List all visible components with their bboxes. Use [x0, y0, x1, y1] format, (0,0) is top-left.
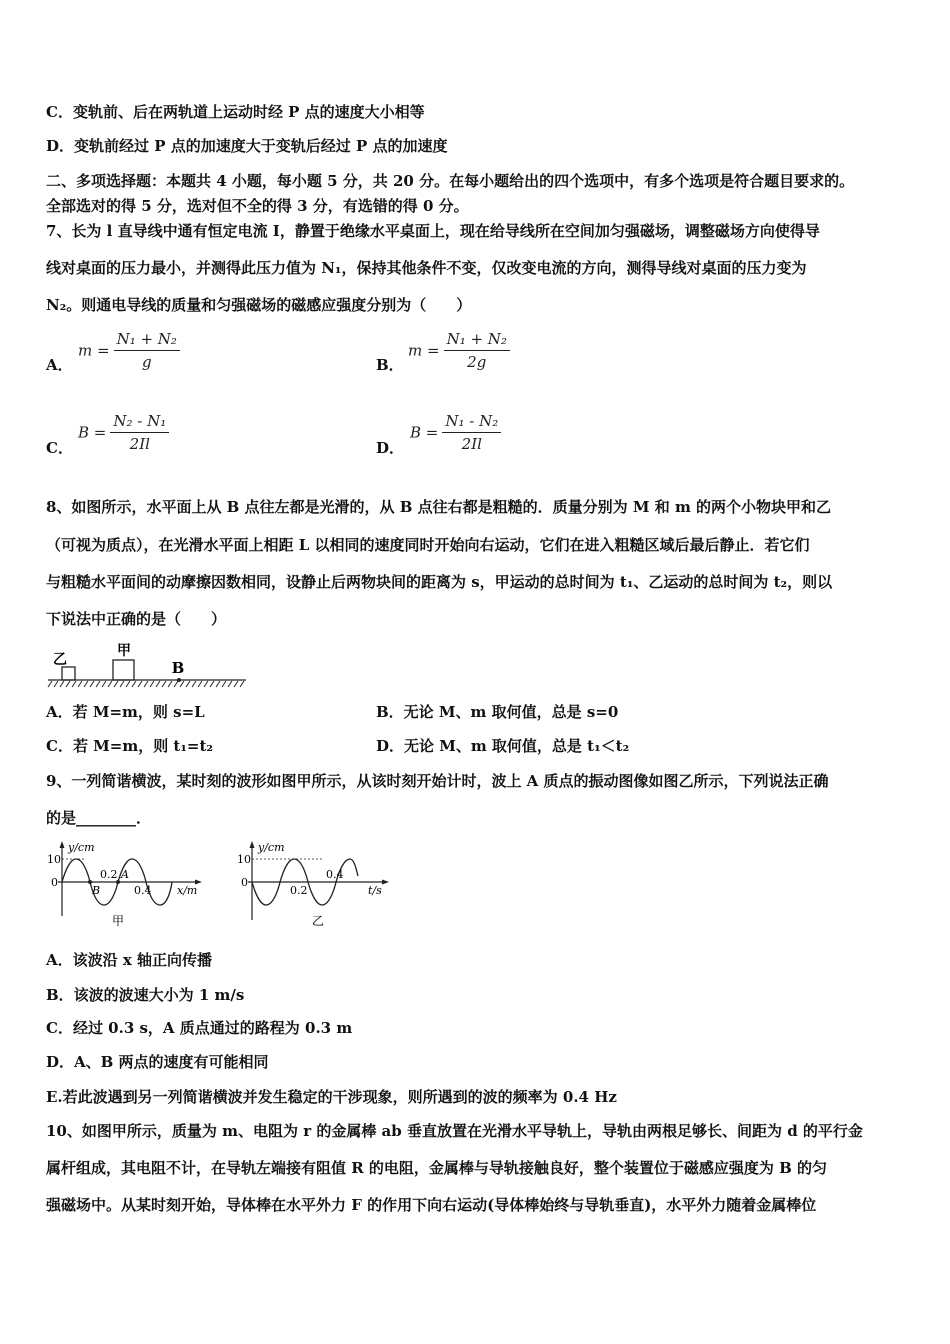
- caption-yi: 乙: [311, 914, 325, 928]
- q8-option-c: C．若 M=m，则 t₁=t₂: [46, 737, 213, 755]
- label-a: A: [121, 868, 129, 881]
- q7-option-c-formula: [78, 412, 169, 453]
- q8-stem-3: 与粗糙水平面间的动摩擦因数相同，设静止后两物块间的距离为 s，甲运动的总时间为 t₁、乙运动的总时间为 t₂，则以: [46, 573, 833, 591]
- numerator: N₁ + N₂: [114, 330, 180, 351]
- block-yi: [62, 667, 75, 680]
- denominator: 2Il: [461, 435, 482, 453]
- tick-0: 0: [51, 876, 58, 889]
- q7-option-d-formula: [410, 412, 501, 453]
- q9-option-c: C．经过 0.3 s，A 质点通过的路程为 0.3 m: [46, 1019, 353, 1037]
- q9-stem-2: 的是________．: [46, 809, 152, 827]
- caption-jia: 甲: [111, 914, 125, 928]
- q8-figure: [46, 640, 250, 690]
- q7-stem-3: N₂。则通电导线的质量和匀强磁场的磁感应强度分别为（ ）: [46, 296, 472, 314]
- y-axis-arrow: [60, 841, 65, 848]
- section-heading-cont: 全部选对的得 5 分，选对但不全的得 3 分，有选错的得 0 分。: [46, 197, 469, 215]
- q10-stem-2: 属杆组成，其电阻不计，在导轨左端接有阻值 R 的电阻，金属棒与导轨接触良好，整个装置位于磁感应强度为 B 的匀: [46, 1159, 828, 1177]
- q7-option-c-label: C．: [46, 439, 73, 457]
- label-yi: 乙: [53, 652, 67, 668]
- q9-option-b: B．该波的波速大小为 1 m/s: [46, 986, 245, 1004]
- option-c-prev: C．变轨前、后在两轨道上运动时经 P 点的速度大小相等: [46, 103, 425, 121]
- q8-option-b: B．无论 M、m 取何值，总是 s=0: [376, 703, 619, 721]
- denominator: 2Il: [129, 435, 150, 453]
- tick-10: 10: [47, 853, 61, 866]
- formula-lhs: B =: [78, 423, 107, 442]
- fraction: [442, 412, 501, 453]
- q8-option-d: D．无论 M、m 取何值，总是 t₁＜t₂: [376, 737, 630, 755]
- block-jia: [113, 660, 134, 680]
- t-label: t/s: [368, 884, 382, 897]
- q7-option-a-label: A．: [46, 356, 73, 374]
- numerator: N₁ + N₂: [444, 330, 510, 351]
- numerator: N₁ - N₂: [442, 412, 501, 433]
- t-axis-arrow: [382, 880, 389, 885]
- tick-10: 10: [237, 853, 251, 866]
- fraction: [444, 330, 510, 371]
- q9-figure-jia: [44, 838, 214, 930]
- q9-option-a: A．该波沿 x 轴正向传播: [46, 951, 213, 969]
- section-heading: 二、多项选择题：本题共 4 小题，每小题 5 分，共 20 分。在每小题给出的四个选项中，有多个选项是符合题目要求的。: [46, 172, 855, 190]
- q10-stem-3: 强磁场中。从某时刻开始，导体棒在水平外力 F 的作用下向右运动(导体棒始终与导轨垂直)，水平外力随着金属棒位: [46, 1196, 817, 1214]
- q7-option-d-label: D．: [376, 439, 405, 457]
- y-label: y/cm: [258, 841, 285, 854]
- label-jia: 甲: [117, 643, 131, 659]
- tick-02: 0.2: [290, 884, 308, 897]
- denominator: 2g: [467, 353, 487, 371]
- y-axis-arrow: [250, 841, 255, 848]
- formula-lhs: m =: [408, 341, 440, 360]
- option-d-prev: D．变轨前经过 P 点的加速度大于变轨后经过 P 点的加速度: [46, 137, 448, 155]
- denominator: g: [141, 353, 152, 371]
- tick-0: 0: [241, 876, 248, 889]
- q9-option-d: D．A、B 两点的速度有可能相同: [46, 1053, 269, 1071]
- tick-02: 0.2: [100, 868, 118, 881]
- q8-stem-2: （可视为质点），在光滑水平面上相距 L 以相同的速度同时开始向右运动，它们在进入粗糙区域后最后静止．若它们: [46, 536, 810, 554]
- formula-lhs: B =: [410, 423, 439, 442]
- q7-option-a-formula: [78, 330, 180, 371]
- fraction: [114, 330, 180, 371]
- x-label: x/m: [177, 884, 198, 897]
- q9-figure-yi: [234, 838, 404, 930]
- y-label: y/cm: [68, 841, 95, 854]
- q8-stem-1: 8、如图所示，水平面上从 B 点往左都是光滑的，从 B 点往右都是粗糙的．质量分别为 M 和 m 的两个小物块甲和乙: [46, 498, 832, 516]
- q7-option-b-label: B．: [376, 356, 404, 374]
- q8-option-a: A．若 M=m，则 s=L: [46, 703, 205, 721]
- q7-stem-2: 线对桌面的压力最小，并测得此压力值为 N₁，保持其他条件不变，仅改变电流的方向，测得导线对桌面的压力变为: [46, 259, 807, 277]
- q10-stem-1: 10、如图甲所示，质量为 m、电阻为 r 的金属棒 ab 垂直放置在光滑水平导轨上，导轨由两根足够长、间距为 d 的平行金: [46, 1122, 863, 1140]
- fraction: [110, 412, 169, 453]
- label-b: B: [171, 659, 185, 677]
- tick-04: 0.4: [134, 884, 152, 897]
- q9-stem-1: 9、一列简谐横波，某时刻的波形如图甲所示，从该时刻开始计时，波上 A 质点的振动图像如图乙所示，下列说法正确: [46, 772, 829, 790]
- q7-option-b-formula: [408, 330, 510, 371]
- q9-option-e: E.若此波遇到另一列简谐横波并发生稳定的干涉现象，则所遇到的波的频率为 0.4 Hz: [46, 1088, 617, 1106]
- q7-stem-1: 7、长为 l 直导线中通有恒定电流 I，静置于绝缘水平桌面上，现在给导线所在空间加匀强磁场，调整磁场方向使得导: [46, 222, 820, 240]
- label-b: B: [92, 884, 101, 897]
- numerator: N₂ - N₁: [110, 412, 169, 433]
- ground-hatch: [48, 681, 244, 687]
- formula-lhs: m =: [78, 341, 110, 360]
- q8-stem-4: 下说法中正确的是（ ）: [46, 610, 227, 628]
- tick-04: 0.4: [326, 868, 344, 881]
